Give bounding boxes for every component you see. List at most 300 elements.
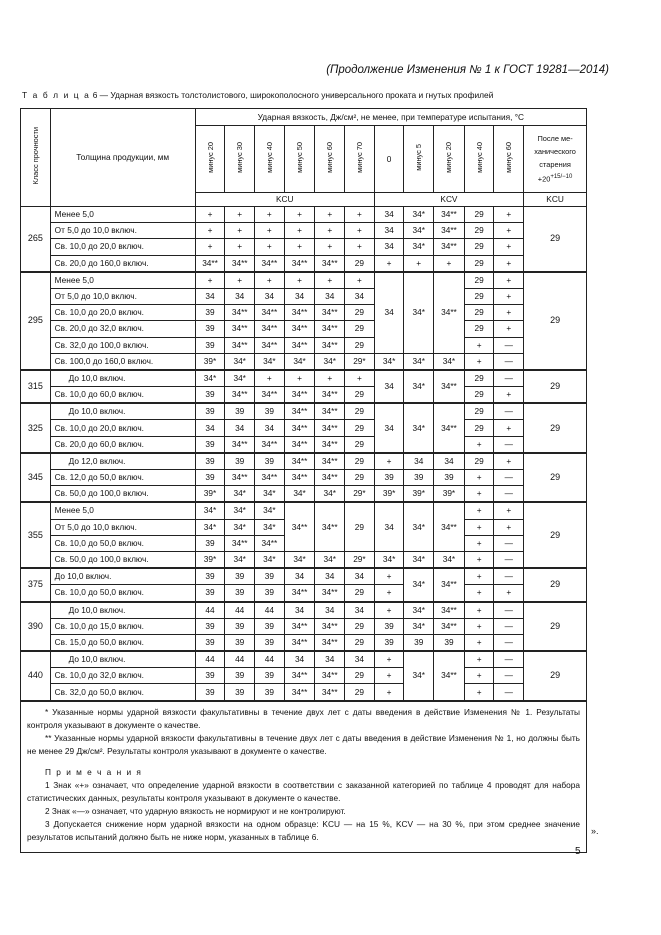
kcv-value-cell: 34** — [434, 568, 465, 601]
table-row — [21, 239, 587, 255]
document-header: (Продолжение Изменения № 1 к ГОСТ 19281—2014) — [326, 64, 609, 76]
kcv-value-cell: + — [494, 420, 524, 436]
temp-header-kcv-1: 0 — [374, 126, 404, 193]
kcu-value-cell: 34* — [255, 353, 285, 370]
kcu-value-cell: 34* — [284, 551, 315, 568]
thickness-header: Толщина продукции, мм — [50, 109, 195, 207]
kcu-value-cell: 34** — [315, 255, 345, 272]
kcv-value-cell: — — [494, 403, 524, 420]
thickness-cell: Менее 5,0 — [50, 272, 195, 289]
kcv-value-cell: + — [464, 535, 494, 551]
kcv-value-cell: 29 — [464, 288, 494, 304]
table-caption-text: 6 — Ударная вязкость толстолистового, широкополосного универсального проката и гнутых профилей — [92, 90, 494, 100]
kcv-value-cell: + — [494, 453, 524, 470]
kcu-value-cell: 34* — [255, 486, 285, 503]
kcv-value-cell: + — [434, 255, 465, 272]
kcu-value-cell: 34** — [315, 585, 345, 602]
kcv-value-cell: + — [464, 353, 494, 370]
table-row — [21, 387, 587, 404]
kcu-value-cell: + — [225, 207, 255, 223]
kcu-value-cell: 34** — [225, 436, 255, 453]
kcu-value-cell: 34** — [284, 453, 315, 470]
kcv-value-cell: + — [464, 684, 494, 701]
after-aging-cell: 29 — [524, 272, 587, 370]
kcv-value-cell: 34 — [434, 453, 465, 470]
kcu-value-cell: 34** — [255, 305, 285, 321]
kcu-value-cell: 29 — [345, 470, 375, 486]
kcv-value-cell: 34 — [374, 223, 404, 239]
kcv-value-cell: + — [374, 602, 404, 619]
strength-class-cell: 315 — [21, 370, 51, 403]
kcu-value-cell: + — [345, 207, 375, 223]
table-row — [21, 272, 587, 289]
kcv-value-cell: + — [494, 239, 524, 255]
kcu-value-cell: + — [255, 272, 285, 289]
kcv-value-cell: 34* — [404, 403, 434, 453]
kcu-value-cell: 29 — [345, 420, 375, 436]
table-row — [21, 207, 587, 223]
kcu-value-cell: 39 — [195, 305, 225, 321]
kcu-value-cell: 34 — [345, 288, 375, 304]
kcv-value-cell: — — [494, 551, 524, 568]
kcu-value-cell: 34** — [315, 453, 345, 470]
kcu-value-cell: 39 — [195, 634, 225, 651]
kcu-value-cell: 44 — [225, 602, 255, 619]
thickness-cell: Св. 10,0 до 50,0 включ. — [50, 585, 195, 602]
kcu-value-cell: 29* — [345, 353, 375, 370]
kcv-value-cell: + — [494, 305, 524, 321]
thickness-cell: До 10,0 включ. — [50, 568, 195, 585]
thickness-cell: Св. 32,0 до 50,0 включ. — [50, 684, 195, 701]
kcu-value-cell: 29 — [345, 618, 375, 634]
kcu-value-cell: 34** — [284, 337, 315, 353]
thickness-cell: До 10,0 включ. — [50, 602, 195, 619]
thickness-cell: Св. 100,0 до 160,0 включ. — [50, 353, 195, 370]
kcu-value-cell: + — [315, 223, 345, 239]
kcu-value-cell: 34** — [315, 634, 345, 651]
kcu-value-cell: 34** — [284, 668, 315, 684]
kcv-value-cell: 34* — [404, 502, 434, 551]
kcu-value-cell: 34* — [225, 519, 255, 535]
kcv-value-cell: 39 — [404, 470, 434, 486]
kcv-value-cell: 39* — [374, 486, 404, 503]
kcv-value-cell: 34* — [434, 353, 465, 370]
kcv-value-cell: 34 — [374, 239, 404, 255]
kcu-value-cell: + — [225, 239, 255, 255]
table-row — [21, 370, 587, 387]
note-3: 3 Допускается снижение норм ударной вязкости на одном образце: KCU — на 15 %, KCV — на 30 %, при этом среднее значение результатов испытаний должно быть не ниже норм, указанных в таблице 6. — [27, 818, 580, 842]
kcv-value-cell: 34 — [374, 370, 404, 403]
thickness-cell: До 10,0 включ. — [50, 403, 195, 420]
kcu-value-cell: 34* — [255, 519, 285, 535]
strength-class-cell: 355 — [21, 502, 51, 568]
table-row — [21, 668, 587, 684]
kcv-value-cell: + — [494, 321, 524, 337]
kcv-value-cell: 39 — [434, 470, 465, 486]
kcu-value-cell: 39 — [195, 618, 225, 634]
kcv-value-cell: 39 — [374, 618, 404, 634]
kcu-value-cell: 29 — [345, 305, 375, 321]
kcu-value-cell: 29 — [345, 387, 375, 404]
kcu-value-cell: 34* — [195, 370, 225, 387]
table-row — [21, 568, 587, 585]
temp-header-kcu-6: минус 70 — [345, 126, 375, 193]
kcu-value-cell: + — [284, 207, 315, 223]
kcu-value-cell: 29 — [345, 436, 375, 453]
kcv-value-cell: 34* — [404, 223, 434, 239]
kcu-value-cell: 39 — [255, 618, 285, 634]
kcu-value-cell: 34** — [284, 436, 315, 453]
kcu-value-cell: 39 — [195, 403, 225, 420]
kcu-value-cell: 34** — [284, 470, 315, 486]
kcu-value-cell: 34 — [195, 420, 225, 436]
kcu-value-cell: 34 — [195, 288, 225, 304]
strength-class-cell: 295 — [21, 272, 51, 370]
kcv-value-cell: 29 — [464, 387, 494, 404]
kcv-value-cell: 34* — [434, 551, 465, 568]
temp-header-kcu-3: минус 40 — [255, 126, 285, 193]
kcu-value-cell: + — [315, 370, 345, 387]
kcv-value-cell: + — [374, 255, 404, 272]
kcu-value-cell: 29 — [345, 502, 375, 551]
kcv-value-cell: 34** — [434, 403, 465, 453]
kcu-value-cell: + — [345, 272, 375, 289]
kcv-value-cell: 34* — [374, 551, 404, 568]
kcu-value-cell: 34** — [255, 470, 285, 486]
kcu-value-cell: + — [284, 272, 315, 289]
thickness-cell: Св. 20,0 до 60,0 включ. — [50, 436, 195, 453]
thickness-cell: От 5,0 до 10,0 включ. — [50, 288, 195, 304]
kcu-value-cell: 34** — [315, 420, 345, 436]
after-aging-cell: 29 — [524, 568, 587, 601]
kcu-label: KCU — [195, 193, 374, 207]
kcu-value-cell: 34* — [195, 519, 225, 535]
kcu-value-cell: 39 — [195, 436, 225, 453]
table-caption-label: Т а б л и ц а — [22, 90, 91, 100]
kcv-value-cell: 34** — [434, 602, 465, 619]
kcu-value-cell: 39 — [195, 453, 225, 470]
kcu-value-cell: 34* — [315, 551, 345, 568]
kcu-value-cell: 34** — [225, 470, 255, 486]
kcu-value-cell: + — [255, 223, 285, 239]
temp-header-kcv-2: минус 5 — [404, 126, 434, 193]
thickness-cell: От 5,0 до 10,0 включ. — [50, 519, 195, 535]
kcv-value-cell: + — [374, 585, 404, 602]
thickness-cell: До 10,0 включ. — [50, 370, 195, 387]
kcv-value-cell: + — [494, 387, 524, 404]
kcv-value-cell: + — [464, 634, 494, 651]
kcv-value-cell: — — [494, 568, 524, 585]
kcu-value-cell: + — [315, 272, 345, 289]
strength-class-cell: 440 — [21, 651, 51, 701]
kcu-value-cell: 34* — [195, 502, 225, 519]
kcv-value-cell: + — [374, 668, 404, 684]
kcv-value-cell: + — [494, 223, 524, 239]
kcu-value-cell: 34 — [284, 568, 315, 585]
kcv-value-cell: 34** — [434, 223, 465, 239]
kcv-value-cell: + — [494, 502, 524, 519]
kcu-value-cell: 39 — [195, 668, 225, 684]
kcu-value-cell: + — [195, 239, 225, 255]
kcu-value-cell: 34** — [284, 305, 315, 321]
kcu-value-cell: 34** — [225, 305, 255, 321]
kcu-value-cell: 39 — [255, 568, 285, 585]
notes-title: П р и м е ч а н и я — [45, 766, 143, 777]
kcu-value-cell: + — [195, 223, 225, 239]
kcu-value-cell: + — [345, 370, 375, 387]
kcu-value-cell: 34** — [255, 337, 285, 353]
kcv-value-cell: + — [464, 502, 494, 519]
kcv-value-cell: 34** — [434, 239, 465, 255]
kcv-value-cell: 29 — [464, 239, 494, 255]
kcu-value-cell: 34 — [345, 568, 375, 585]
kcv-value-cell: 34* — [404, 602, 434, 619]
kcu-value-cell: + — [284, 239, 315, 255]
kcu-value-cell: 39 — [225, 668, 255, 684]
temp-header-kcu-2: минус 30 — [225, 126, 255, 193]
kcu-value-cell: 34* — [225, 502, 255, 519]
kcu-value-cell: 39 — [225, 684, 255, 701]
kcu-value-cell: + — [195, 272, 225, 289]
temp-header-kcu-5: минус 60 — [315, 126, 345, 193]
thickness-cell: Св. 10,0 до 32,0 включ. — [50, 668, 195, 684]
table-row — [21, 634, 587, 651]
kcv-value-cell: 34* — [404, 618, 434, 634]
kcu-value-cell: 34** — [284, 502, 315, 551]
kcu-value-cell: 34** — [284, 634, 315, 651]
table-row — [21, 305, 587, 321]
table-row — [21, 223, 587, 239]
kcu-value-cell: 34** — [284, 321, 315, 337]
after-aging-cell: 29 — [524, 502, 587, 568]
thickness-cell: Св. 10,0 до 60,0 включ. — [50, 387, 195, 404]
table-row — [21, 470, 587, 486]
kcu-value-cell: 39 — [195, 321, 225, 337]
table-row — [21, 684, 587, 701]
kcu-value-cell: 34* — [284, 486, 315, 503]
table-row — [21, 651, 587, 668]
kcv-value-cell: + — [404, 255, 434, 272]
kcu-value-cell: 34** — [315, 321, 345, 337]
kcv-value-cell: + — [464, 486, 494, 503]
kcu-value-cell: 34** — [315, 470, 345, 486]
kcv-value-cell: 34 — [374, 502, 404, 551]
kcu-value-cell: 29* — [345, 486, 375, 503]
kcu-value-cell: 44 — [195, 602, 225, 619]
thickness-cell: Св. 10,0 до 15,0 включ. — [50, 618, 195, 634]
kcv-value-cell: + — [464, 585, 494, 602]
impact-strength-table — [20, 108, 587, 853]
kcv-value-cell: — — [494, 535, 524, 551]
kcv-value-cell: — — [494, 618, 524, 634]
kcu-value-cell: 39 — [195, 568, 225, 585]
thickness-cell: Св. 12,0 до 50,0 включ. — [50, 470, 195, 486]
kcv-value-cell: 29 — [464, 255, 494, 272]
kcv-value-cell: + — [374, 453, 404, 470]
kcv-value-cell: 39 — [434, 634, 465, 651]
strength-class-cell: 325 — [21, 403, 51, 453]
table-row — [21, 321, 587, 337]
kcu-value-cell: 39 — [195, 684, 225, 701]
kcv-value-cell: 29 — [464, 321, 494, 337]
kcv-value-cell: + — [494, 585, 524, 602]
kcu-value-cell: + — [345, 223, 375, 239]
kcv-value-cell: + — [464, 668, 494, 684]
kcu-value-cell: 39 — [255, 634, 285, 651]
kcu-value-cell: 39 — [195, 387, 225, 404]
kcv-value-cell: 34** — [434, 618, 465, 634]
kcv-value-cell: + — [464, 618, 494, 634]
thickness-cell: Св. 10,0 до 20,0 включ. — [50, 239, 195, 255]
thickness-cell: Св. 50,0 до 100,0 включ. — [50, 486, 195, 503]
kcu-value-cell: 34** — [284, 618, 315, 634]
table-row — [21, 288, 587, 304]
table-row — [21, 353, 587, 370]
kcu-value-cell: 34 — [255, 288, 285, 304]
kcu-value-cell: 44 — [225, 651, 255, 668]
table-row — [21, 551, 587, 568]
table-row — [21, 585, 587, 602]
kcu-value-cell: 39 — [195, 585, 225, 602]
kcv-value-cell: 39 — [404, 634, 434, 651]
kcu-value-cell: + — [345, 239, 375, 255]
kcv-value-cell: + — [464, 337, 494, 353]
kcv-value-cell: 34* — [404, 353, 434, 370]
kcv-value-cell: 34 — [404, 453, 434, 470]
kcv-value-cell: 34* — [404, 370, 434, 403]
kcv-value-cell: 34** — [434, 272, 465, 353]
kcu-value-cell: 34 — [255, 420, 285, 436]
kcu-value-cell: 39 — [225, 634, 255, 651]
kcu-value-cell: 34** — [315, 403, 345, 420]
kcu-value-cell: 39 — [255, 585, 285, 602]
kcv-value-cell: 39* — [434, 486, 465, 503]
thickness-cell: Св. 20,0 до 32,0 включ. — [50, 321, 195, 337]
kcu-value-cell: 34 — [225, 420, 255, 436]
table-row — [21, 420, 587, 436]
kcu-value-cell: 34* — [225, 353, 255, 370]
notes-cell — [21, 701, 587, 853]
kcu-value-cell: 34** — [225, 337, 255, 353]
kcv-value-cell: — — [494, 668, 524, 684]
table-row — [21, 453, 587, 470]
kcv-value-cell: 34* — [404, 239, 434, 255]
kcu-value-cell: 34 — [284, 288, 315, 304]
kcu-value-cell: 34* — [315, 353, 345, 370]
kcu-value-cell: 29 — [345, 321, 375, 337]
kcu-value-cell: 34** — [225, 387, 255, 404]
kcu-value-cell: 34** — [315, 668, 345, 684]
kcv-value-cell: — — [494, 651, 524, 668]
kcv-value-cell: 29 — [464, 370, 494, 387]
kcv-value-cell: 39* — [404, 486, 434, 503]
thickness-cell: Св. 10,0 до 50,0 включ. — [50, 535, 195, 551]
kcv-value-cell: + — [464, 470, 494, 486]
kcv-value-cell: 34** — [434, 207, 465, 223]
kcu-value-cell: + — [225, 272, 255, 289]
kcu-value-cell: 34** — [315, 337, 345, 353]
after-aging-cell: 29 — [524, 651, 587, 701]
after-aging-cell: 29 — [524, 403, 587, 453]
thickness-cell: От 5,0 до 10,0 включ. — [50, 223, 195, 239]
table-row — [21, 255, 587, 272]
notes-row — [21, 701, 587, 853]
thickness-cell: До 12,0 включ. — [50, 453, 195, 470]
strength-class-header: Класс прочности — [21, 109, 51, 207]
kcv-value-cell: — — [494, 634, 524, 651]
kcu-value-cell: 34** — [315, 436, 345, 453]
kcu-value-cell: 34 — [345, 602, 375, 619]
temp-header-kcv-3: минус 20 — [434, 126, 465, 193]
kcu-value-cell: 39 — [225, 403, 255, 420]
kcv-value-cell: — — [494, 684, 524, 701]
kcu-value-cell: 34** — [284, 420, 315, 436]
kcv-value-cell: 34* — [404, 272, 434, 353]
kcv-value-cell: — — [494, 470, 524, 486]
kcu-value-cell: 34** — [315, 618, 345, 634]
kcu-value-cell: 29 — [345, 255, 375, 272]
kcv-value-cell: 34 — [374, 403, 404, 453]
kcu-value-cell: 39 — [225, 618, 255, 634]
note-2: 2 Знак «—» означает, что ударную вязкость не нормируют и не контролируют. — [45, 805, 346, 816]
kcv-value-cell: + — [494, 207, 524, 223]
temp-header-kcv-5: минус 60 — [494, 126, 524, 193]
kcu-value-cell: 29 — [345, 453, 375, 470]
kcu-value-cell: 34** — [255, 387, 285, 404]
kcu-value-cell: 39 — [195, 337, 225, 353]
kcu-value-cell: 34 — [284, 602, 315, 619]
kcu-value-cell: 29 — [345, 403, 375, 420]
temp-header-kcv-4: минус 40 — [464, 126, 494, 193]
kcu-value-cell: 39* — [195, 486, 225, 503]
kcu-value-cell: + — [284, 223, 315, 239]
thickness-cell: Св. 10,0 до 20,0 включ. — [50, 305, 195, 321]
kcv-label: KCV — [374, 193, 523, 207]
thickness-cell: Св. 15,0 до 50,0 включ. — [50, 634, 195, 651]
kcv-value-cell: 34 — [374, 207, 404, 223]
kcu-value-cell: 34* — [255, 551, 285, 568]
kcv-value-cell: 34* — [374, 353, 404, 370]
temp-header-kcu-4: минус 50 — [284, 126, 315, 193]
strength-class-cell: 265 — [21, 207, 51, 272]
kcv-value-cell: 39 — [374, 470, 404, 486]
kcv-value-cell: 29 — [464, 453, 494, 470]
kcu-value-cell: 34** — [225, 255, 255, 272]
strength-class-cell: 375 — [21, 568, 51, 601]
kcv-value-cell: 34** — [434, 651, 465, 701]
kcv-value-cell: 39 — [374, 634, 404, 651]
kcu-value-cell: 34** — [284, 255, 315, 272]
kcu-value-cell: 34 — [225, 288, 255, 304]
kcu-value-cell: 34 — [315, 602, 345, 619]
kcu-value-cell: + — [255, 239, 285, 255]
kcv-value-cell: + — [374, 651, 404, 668]
kcv-value-cell: — — [494, 337, 524, 353]
after-aging-cell: 29 — [524, 602, 587, 652]
kcv-value-cell: — — [494, 602, 524, 619]
kcu-value-cell: + — [255, 370, 285, 387]
kcv-value-cell: 29 — [464, 420, 494, 436]
kcv-value-cell: 29 — [464, 403, 494, 420]
thickness-cell: Св. 20,0 до 160,0 включ. — [50, 255, 195, 272]
kcu-value-cell: 34** — [255, 535, 285, 551]
kcu-value-cell: 39* — [195, 353, 225, 370]
kcu-value-cell: 44 — [195, 651, 225, 668]
kcu-value-cell: 34* — [225, 486, 255, 503]
kcu-value-cell: 34** — [225, 535, 255, 551]
kcv-value-cell: 34* — [404, 651, 434, 701]
kcu-value-cell: + — [225, 223, 255, 239]
